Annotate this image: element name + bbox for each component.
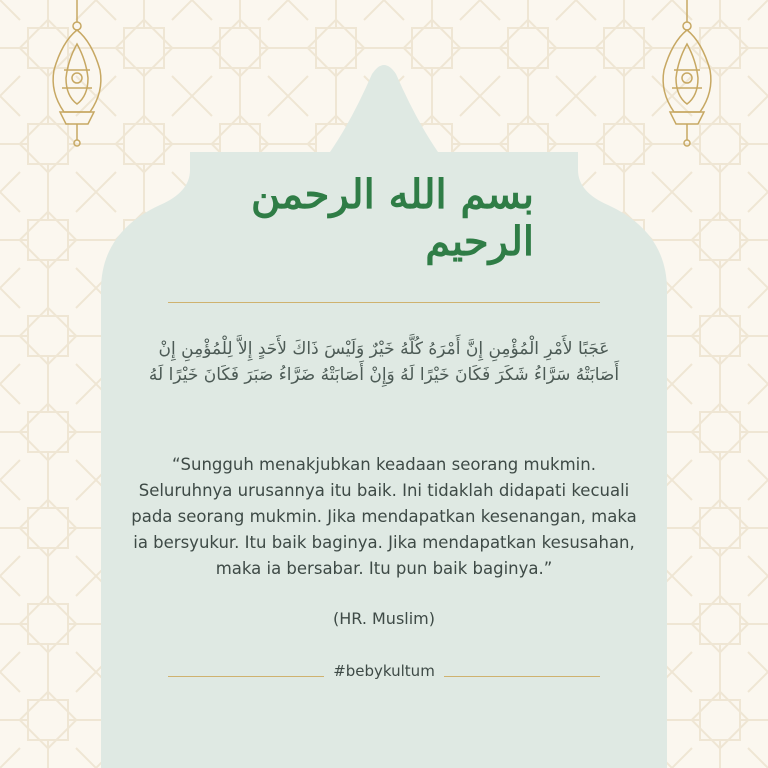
translation-line: ia bersyukur. Itu baik baginya. Jika mendapatkan kesusahan, [133,533,635,552]
hadith-translation [112,452,656,582]
hadith-arabic-line-1: عَجَبًا لأَمْرِ الْمُؤْمِنِ إِنَّ أَمْرَهُ كُلَّهُ خَيْرٌ وَلَيْسَ ذَاكَ لأَحَدٍ إِلاَّ لِلْمُؤْمِنِ إِنْ [158,339,610,359]
translation-line: pada seorang mukmin. Jika mendapatkan kesenangan, maka [131,507,637,526]
top-divider [168,302,600,303]
hadith-arabic-line-2: أَصَابَتْهُ سَرَّاءُ شَكَرَ فَكَانَ خَيْرًا لَهُ وَإِنْ أَصَابَتْهُ ضَرَّاءُ صَبَرَ فَكَانَ خَيْرًا لَهُ [148,365,620,385]
translation-line: “Sungguh menakjubkan keadaan seorang mukmin. [172,455,596,474]
hashtag-divider-left [168,676,324,677]
hashtag-label: #bebykultum [333,662,435,680]
hadith-arabic [120,336,648,388]
bismillah-calligraphy: بسم الله الرحمن الرحيم [251,171,534,265]
translation-line: Seluruhnya urusannya itu baik. Ini tidaklah didapati kecuali [138,481,630,500]
hashtag-divider-right [444,676,600,677]
hadith-source: (HR. Muslim) [333,609,435,628]
translation-line: maka ia bersabar. Itu pun baik baginya.” [215,559,553,578]
